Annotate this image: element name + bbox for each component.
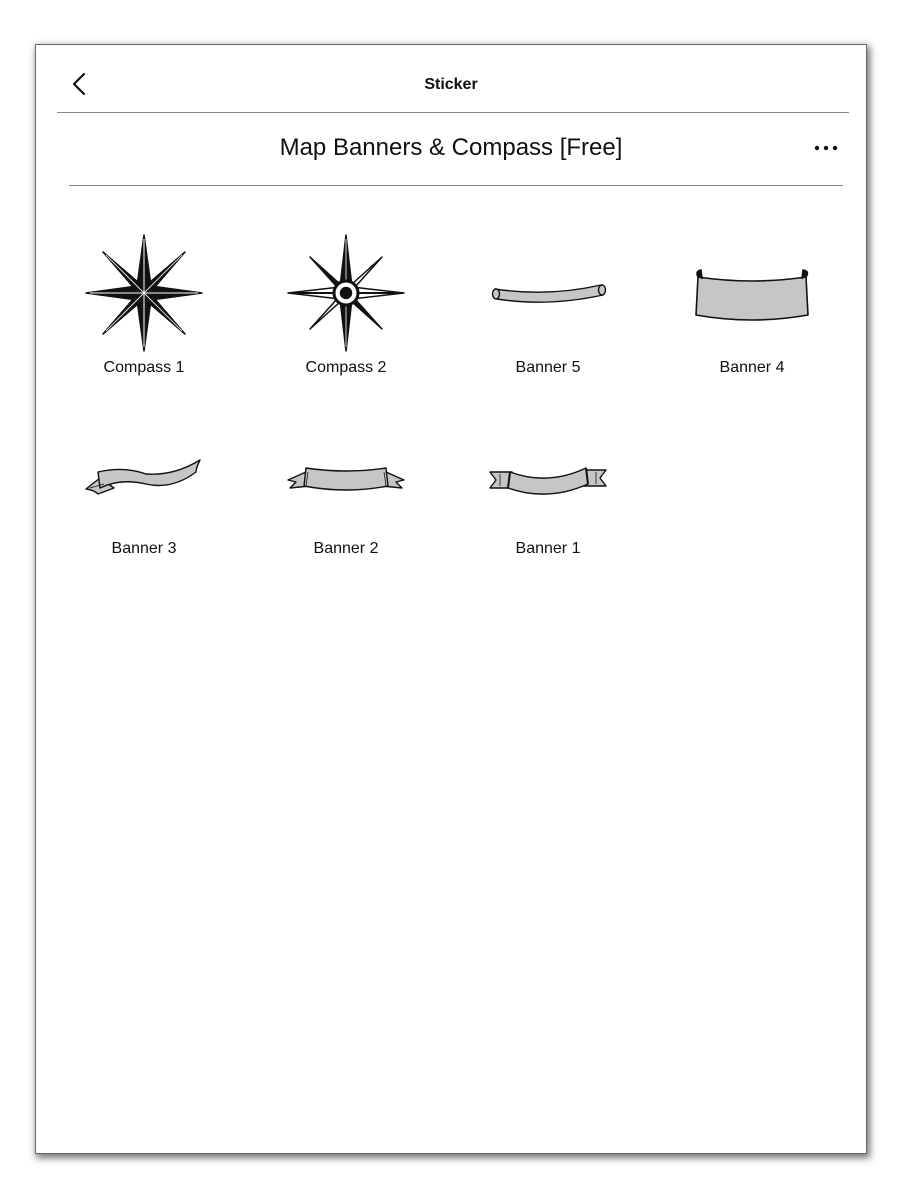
divider [69, 185, 843, 186]
sticker-banner-2[interactable] [256, 414, 436, 584]
more-options-button[interactable] [810, 136, 842, 158]
sticker-label: Banner 1 [515, 540, 581, 557]
compass-2-icon [286, 233, 406, 353]
sticker-banner-5[interactable] [458, 233, 638, 403]
sticker-pack-title: Map Banners & Compass [Free] [279, 134, 623, 161]
sticker-compass-2[interactable] [256, 233, 436, 403]
banner-5-icon [488, 233, 608, 353]
more-dots-icon [814, 138, 838, 156]
compass-1-icon [84, 233, 204, 353]
sticker-label: Compass 2 [305, 359, 387, 376]
banner-4-icon [692, 233, 812, 353]
sticker-compass-1[interactable] [54, 233, 234, 403]
sticker-label: Banner 5 [515, 359, 581, 376]
sticker-label: Compass 1 [103, 359, 185, 376]
banner-3-icon [84, 414, 204, 534]
device-screen [36, 45, 866, 1153]
banner-1-icon [488, 414, 608, 534]
page-title: Sticker [424, 76, 478, 93]
banner-2-icon [286, 414, 406, 534]
sticker-banner-1[interactable] [458, 414, 638, 584]
sticker-label: Banner 4 [719, 359, 785, 376]
divider [57, 112, 849, 113]
sticker-label: Banner 3 [111, 540, 177, 557]
top-bar [36, 45, 866, 113]
sticker-banner-4[interactable] [662, 233, 842, 403]
sticker-banner-3[interactable] [54, 414, 234, 584]
sticker-label: Banner 2 [313, 540, 379, 557]
